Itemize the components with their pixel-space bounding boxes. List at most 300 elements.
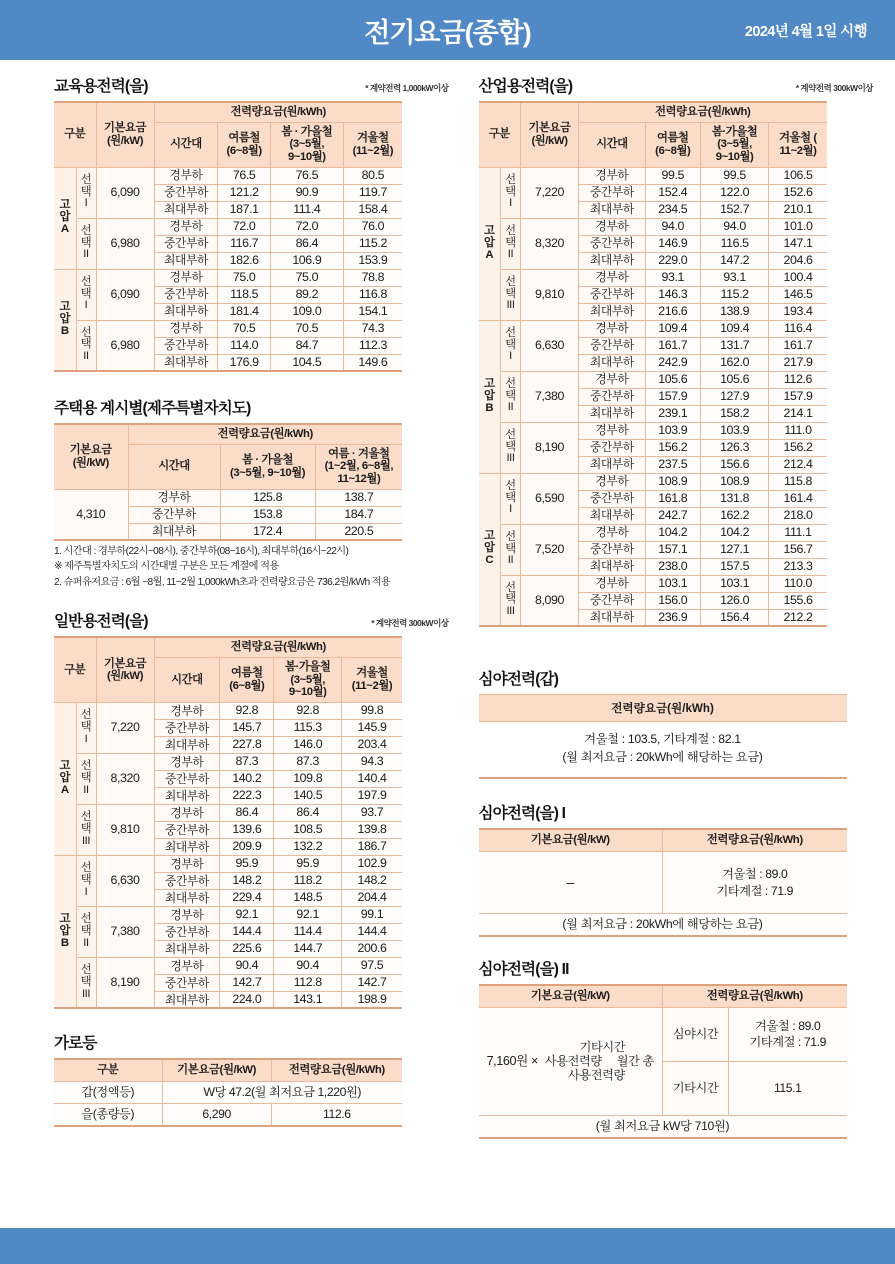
rate-summer: 156.2 bbox=[645, 439, 700, 456]
rate-spring-fall: 127.1 bbox=[700, 541, 769, 558]
tod-label: 중간부하 bbox=[579, 592, 646, 609]
rate-winter: 111.0 bbox=[769, 422, 827, 439]
th-base bbox=[96, 637, 154, 702]
tod-label: 최대부하 bbox=[579, 405, 646, 422]
option-class: 선 택 III bbox=[76, 804, 96, 855]
base-fee: 8,090 bbox=[521, 575, 579, 626]
tod-label: 최대부하 bbox=[154, 787, 220, 804]
tod-label: 경부하 bbox=[128, 489, 220, 506]
tod-label: 중간부하 bbox=[579, 337, 646, 354]
th-base bbox=[96, 102, 154, 167]
rate-summer-winter: 138.7 bbox=[315, 489, 402, 506]
rate-spring-fall: 172.4 bbox=[220, 523, 315, 540]
option-class: 선 택 II bbox=[501, 371, 521, 422]
rate-summer: 104.2 bbox=[645, 524, 700, 541]
tod-label: 최대부하 bbox=[154, 838, 220, 855]
tod-label: 중간부하 bbox=[154, 184, 218, 201]
rate-summer-winter: 184.7 bbox=[315, 506, 402, 523]
streetlight-tbody bbox=[54, 1082, 402, 1126]
midnight-gap-title: 심야전력(갑) bbox=[478, 671, 559, 689]
midnight-gap-rates: 겨울철 : 103.5, 기타계절 : 82.1 bbox=[584, 732, 741, 747]
rate-winter: 76.0 bbox=[343, 218, 402, 235]
rate-spring-fall: 105.6 bbox=[700, 371, 769, 388]
rate-winter: 116.8 bbox=[343, 286, 402, 303]
option-class: 선 택 III bbox=[76, 957, 96, 1008]
streetlight-merged-value: W당 47.2(월 최저요금 1,220원) bbox=[162, 1082, 402, 1104]
general-heading bbox=[54, 609, 449, 631]
base-fee: 6,590 bbox=[521, 473, 579, 524]
tod-label: 경부하 bbox=[579, 524, 646, 541]
rate-summer: 229.0 bbox=[645, 252, 700, 269]
rate-spring-fall: 70.5 bbox=[270, 320, 343, 337]
rate-winter: 106.5 bbox=[769, 167, 827, 184]
rate-summer: 242.7 bbox=[645, 507, 700, 524]
rate-summer: 93.1 bbox=[645, 269, 700, 286]
midnight-gap-heading bbox=[479, 667, 874, 689]
rate-spring-fall: 118.2 bbox=[274, 872, 342, 889]
rate-winter: 145.9 bbox=[342, 719, 402, 736]
education-table bbox=[54, 101, 402, 372]
rate-summer: 99.5 bbox=[645, 167, 700, 184]
rate-summer: 75.0 bbox=[218, 269, 270, 286]
base-fee: 6,630 bbox=[96, 855, 154, 906]
page-body bbox=[0, 60, 895, 1145]
rate-spring-fall: 143.1 bbox=[274, 991, 342, 1008]
th-base-line2: (원/kW) bbox=[72, 456, 109, 469]
rate-spring-fall: 109.8 bbox=[274, 770, 342, 787]
tod-label: 경부하 bbox=[154, 855, 220, 872]
rate-winter: 99.1 bbox=[342, 906, 402, 923]
base-fee: 7,220 bbox=[521, 167, 579, 218]
midnight-gap-body bbox=[479, 722, 847, 779]
option-class: 선 택 I bbox=[501, 167, 521, 218]
rate-summer: 139.6 bbox=[220, 821, 274, 838]
rate-spring-fall: 147.2 bbox=[700, 252, 769, 269]
tod-label: 최대부하 bbox=[579, 558, 646, 575]
voltage-class: 고 압 C bbox=[479, 473, 501, 626]
rate-spring-fall: 92.8 bbox=[274, 702, 342, 719]
table-header-row bbox=[54, 424, 402, 444]
rate-winter: 119.7 bbox=[343, 184, 402, 201]
rate-summer: 161.7 bbox=[645, 337, 700, 354]
rate-spring-fall: 111.4 bbox=[270, 201, 343, 218]
th-base-line1: 기본요금 bbox=[528, 122, 571, 135]
left-column bbox=[54, 74, 449, 1145]
general-tbody bbox=[54, 702, 402, 1008]
residential-heading bbox=[54, 396, 449, 418]
table-row bbox=[479, 320, 827, 337]
table-row bbox=[54, 957, 402, 974]
rate-spring-fall: 146.0 bbox=[274, 736, 342, 753]
rate-summer: 95.9 bbox=[220, 855, 274, 872]
rate-summer: 92.1 bbox=[220, 906, 274, 923]
base-fee: 7,220 bbox=[96, 702, 154, 753]
residential-thead bbox=[54, 424, 402, 489]
midnight-eul1-heading bbox=[479, 801, 874, 823]
rate-spring-fall: 90.4 bbox=[274, 957, 342, 974]
voltage-class: 고 압 B bbox=[54, 855, 76, 1008]
rate-spring-fall: 156.4 bbox=[700, 609, 769, 626]
rate-spring-fall: 116.5 bbox=[700, 235, 769, 252]
streetlight-energy: 112.6 bbox=[271, 1104, 402, 1126]
rate-spring-fall: 92.1 bbox=[274, 906, 342, 923]
table-row bbox=[479, 524, 827, 541]
rate-winter: 112.3 bbox=[343, 337, 402, 354]
education-tbody bbox=[54, 167, 402, 371]
formula-row bbox=[481, 1040, 661, 1082]
rate-summer: 237.5 bbox=[645, 456, 700, 473]
section-midnight-eul-2 bbox=[479, 957, 874, 1139]
rate-summer: 156.0 bbox=[645, 592, 700, 609]
tod-label: 최대부하 bbox=[154, 940, 220, 957]
table-row bbox=[479, 167, 827, 184]
th-base bbox=[54, 424, 128, 489]
rate-summer: 105.6 bbox=[645, 371, 700, 388]
season-label: 여름철 bbox=[228, 131, 260, 144]
midnight-eul2-heading bbox=[479, 957, 874, 979]
streetlight-type-a: 갑(정액등) bbox=[54, 1082, 162, 1104]
rate-winter: 115.8 bbox=[769, 473, 827, 490]
rate-summer: 103.1 bbox=[645, 575, 700, 592]
table-row bbox=[479, 852, 847, 914]
tod-label: 경부하 bbox=[154, 269, 218, 286]
option-class: 선 택 III bbox=[501, 269, 521, 320]
base-fee: 8,320 bbox=[96, 753, 154, 804]
th-base-line2: (원/kW) bbox=[106, 670, 144, 683]
rate-spring-fall: 140.5 bbox=[274, 787, 342, 804]
rate-winter: 156.7 bbox=[769, 541, 827, 558]
rate-winter: 142.7 bbox=[342, 974, 402, 991]
rate-spring-fall: 108.9 bbox=[700, 473, 769, 490]
table-row bbox=[54, 855, 402, 872]
rate-summer: 76.5 bbox=[218, 167, 270, 184]
option-class: 선 택 I bbox=[76, 855, 96, 906]
option-class: 선 택 I bbox=[501, 473, 521, 524]
education-heading bbox=[54, 74, 449, 96]
base-fee: 7,380 bbox=[96, 906, 154, 957]
midnight-eul2-thead bbox=[479, 985, 847, 1007]
rate-winter: 193.4 bbox=[769, 303, 827, 320]
section-industrial bbox=[479, 74, 874, 627]
th-energy: 전력량요금(원/kWh) bbox=[663, 985, 847, 1007]
general-title: 일반용전력(을) bbox=[54, 613, 148, 631]
rate-winter: 200.6 bbox=[342, 940, 402, 957]
table-row bbox=[479, 575, 827, 592]
rate-spring-fall: 99.5 bbox=[700, 167, 769, 184]
rate-winter: 158.4 bbox=[343, 201, 402, 218]
rate-winter: 210.1 bbox=[769, 201, 827, 218]
midnight-gap-box bbox=[479, 694, 847, 779]
rate-spring-fall: 114.4 bbox=[274, 923, 342, 940]
rate-winter: 78.8 bbox=[343, 269, 402, 286]
section-midnight-gap bbox=[479, 667, 874, 779]
th-gubun: 구분 bbox=[54, 102, 96, 167]
rate-summer: 94.0 bbox=[645, 218, 700, 235]
option-class: 선 택 II bbox=[76, 218, 96, 269]
season-label: 봄·가을철 bbox=[284, 661, 331, 674]
season-label: 겨울철 bbox=[357, 131, 389, 144]
denominator-line1: 월간 총 bbox=[616, 1054, 654, 1069]
residential-title: 주택용 계시별(제주특별자치도) bbox=[54, 400, 251, 418]
rate-spring-fall: 87.3 bbox=[274, 753, 342, 770]
rate-summer: 140.2 bbox=[220, 770, 274, 787]
industrial-heading bbox=[479, 74, 874, 96]
rate-summer: 109.4 bbox=[645, 320, 700, 337]
rate-summer: 216.6 bbox=[645, 303, 700, 320]
th-season-spring bbox=[220, 444, 315, 489]
tod-label: 최대부하 bbox=[154, 736, 220, 753]
voltage-class: 고 압 A bbox=[54, 167, 76, 269]
rate-winter: 161.7 bbox=[769, 337, 827, 354]
table-header-row bbox=[479, 102, 827, 122]
footnote: ※ 제주특별자치도의 시간대별 구분은 모든 계절에 적용 bbox=[54, 561, 279, 573]
rate-spring-fall: 115.2 bbox=[700, 286, 769, 303]
general-note: * 계약전력 300kW이상 bbox=[371, 618, 449, 629]
table-row bbox=[54, 167, 402, 184]
th-energy: 전력량요금(원/kWh) bbox=[663, 829, 847, 851]
rate-winter: 149.6 bbox=[343, 354, 402, 371]
rate-winter: 203.4 bbox=[342, 736, 402, 753]
industrial-thead bbox=[479, 102, 827, 167]
th-base-line1: 기본요금 bbox=[69, 444, 112, 457]
rate-winter: 94.3 bbox=[342, 753, 402, 770]
season-range2: 9~10월) bbox=[287, 150, 326, 163]
rate-winter: 157.9 bbox=[769, 388, 827, 405]
tod-label: 중간부하 bbox=[154, 337, 218, 354]
rate-spring-fall: 157.5 bbox=[700, 558, 769, 575]
option-class: 선 택 III bbox=[501, 575, 521, 626]
table-row bbox=[54, 320, 402, 337]
option-class: 선 택 II bbox=[76, 320, 96, 371]
voltage-class: 고 압 B bbox=[54, 269, 76, 371]
rate-summer: 225.6 bbox=[220, 940, 274, 957]
rate-spring-fall: 131.7 bbox=[700, 337, 769, 354]
rate-summer: 72.0 bbox=[218, 218, 270, 235]
rate-winter: 156.2 bbox=[769, 439, 827, 456]
industrial-title: 산업용전력(을) bbox=[478, 78, 573, 95]
table-row bbox=[54, 906, 402, 923]
th-base-line1: 기본요금 bbox=[103, 657, 147, 670]
season-range2: 11~12월) bbox=[337, 472, 381, 485]
season-label: 여름철 bbox=[231, 667, 263, 680]
streetlight-base: 6,290 bbox=[162, 1104, 271, 1126]
rate-winter: 74.3 bbox=[343, 320, 402, 337]
th-energy: 전력량요금(원/kWh) bbox=[128, 424, 402, 444]
rate-winter: 140.4 bbox=[342, 770, 402, 787]
section-education bbox=[54, 74, 449, 372]
th-base: 기본요금(원/kW) bbox=[479, 829, 663, 851]
rate-spring-fall: 109.0 bbox=[270, 303, 343, 320]
rate-summer: 87.3 bbox=[220, 753, 274, 770]
rate-spring-fall: 132.2 bbox=[274, 838, 342, 855]
rate-winter: 204.4 bbox=[342, 889, 402, 906]
rate-winter: 110.0 bbox=[769, 575, 827, 592]
tod-label: 중간부하 bbox=[128, 506, 220, 523]
table-row bbox=[479, 473, 827, 490]
rate-winter: 112.6 bbox=[769, 371, 827, 388]
base-fee: 6,090 bbox=[96, 167, 154, 218]
tod-label: 중간부하 bbox=[154, 286, 218, 303]
rate-summer: 181.4 bbox=[218, 303, 270, 320]
footer-bar bbox=[0, 1228, 895, 1264]
streetlight-title: 가로등 bbox=[54, 1035, 97, 1053]
rate-winter: 155.6 bbox=[769, 592, 827, 609]
tod-label: 최대부하 bbox=[579, 354, 646, 371]
rate-summer: 144.4 bbox=[220, 923, 274, 940]
rate-spring-fall: 162.2 bbox=[700, 507, 769, 524]
season-range2: 9~10월) bbox=[715, 150, 754, 163]
tod-label: 중간부하 bbox=[154, 770, 220, 787]
rate-summer: 142.7 bbox=[220, 974, 274, 991]
rate-winter: 153.9 bbox=[343, 252, 402, 269]
rate-summer: 182.6 bbox=[218, 252, 270, 269]
rate-spring-fall: 152.7 bbox=[700, 201, 769, 218]
th-season-summer bbox=[220, 658, 274, 703]
rate-summer: 242.9 bbox=[645, 354, 700, 371]
rate-summer: 114.0 bbox=[218, 337, 270, 354]
option-class: 선 택 II bbox=[501, 218, 521, 269]
rate-summer: 148.2 bbox=[220, 872, 274, 889]
rate-spring-fall: 138.9 bbox=[700, 303, 769, 320]
season-label: 겨울철 bbox=[356, 667, 388, 680]
rate-spring-fall: 115.3 bbox=[274, 719, 342, 736]
tod-label: 중간부하 bbox=[579, 286, 646, 303]
th-season-spring bbox=[270, 122, 343, 167]
rate-spring-fall: 126.0 bbox=[700, 592, 769, 609]
th-base: 기본요금(원/kW) bbox=[479, 985, 663, 1007]
th-season-spring bbox=[700, 122, 769, 167]
midnight-gap-minfee: (월 최저요금 : 20kWh에 해당하는 요금) bbox=[562, 749, 763, 764]
rate-winter: 100.4 bbox=[769, 269, 827, 286]
tod-label: 경부하 bbox=[579, 218, 646, 235]
rate-summer: 86.4 bbox=[220, 804, 274, 821]
midnight-eul2-minfee: (월 최저요금 kW당 710원) bbox=[479, 1115, 847, 1137]
right-column bbox=[479, 74, 874, 1145]
rate-winter: 139.8 bbox=[342, 821, 402, 838]
rate-summer: 157.9 bbox=[645, 388, 700, 405]
midnight-eul2-title: 심야전력(을) II bbox=[478, 961, 569, 979]
option-class: 선 택 I bbox=[501, 320, 521, 371]
rate-spring-fall: 104.2 bbox=[700, 524, 769, 541]
formula-fraction bbox=[545, 1040, 654, 1082]
tod-label: 중간부하 bbox=[579, 184, 646, 201]
rate-spring-fall: 126.3 bbox=[700, 439, 769, 456]
rate-winter: 212.2 bbox=[769, 609, 827, 626]
voltage-class: 고 압 A bbox=[479, 167, 501, 320]
page-header bbox=[0, 0, 895, 60]
tod-label: 최대부하 bbox=[154, 889, 220, 906]
base-fee: 7,380 bbox=[521, 371, 579, 422]
table-header-row bbox=[54, 102, 402, 122]
rate-summer: 161.8 bbox=[645, 490, 700, 507]
season-range: (6~8월) bbox=[226, 144, 262, 157]
rate-spring-fall: 162.0 bbox=[700, 354, 769, 371]
rate-spring-fall: 89.2 bbox=[270, 286, 343, 303]
season-label: 겨울철 ( bbox=[779, 131, 817, 144]
general-thead bbox=[54, 637, 402, 702]
season-label: 여름 · 겨울철 bbox=[328, 447, 390, 460]
th-gubun: 구분 bbox=[54, 1059, 162, 1081]
tod-label: 경부하 bbox=[154, 218, 218, 235]
th-energy: 전력량요금(원/kWh) bbox=[271, 1059, 402, 1081]
rate-summer: 176.9 bbox=[218, 354, 270, 371]
rate-spring-fall: 158.2 bbox=[700, 405, 769, 422]
tod-label: 경부하 bbox=[579, 575, 646, 592]
midnight-gap-band: 전력량요금(원/kWh) bbox=[479, 694, 847, 722]
residential-notes bbox=[54, 546, 402, 589]
base-fee: 9,810 bbox=[96, 804, 154, 855]
general-table bbox=[54, 636, 402, 1009]
season-range: (11~2월) bbox=[352, 144, 394, 157]
tod-label: 최대부하 bbox=[579, 252, 646, 269]
tod-label: 최대부하 bbox=[579, 456, 646, 473]
tod-label: 중간부하 bbox=[154, 974, 220, 991]
denominator-line2: 사용전력량 bbox=[567, 1068, 625, 1083]
option-class: 선 택 I bbox=[76, 702, 96, 753]
rate-winter: 146.5 bbox=[769, 286, 827, 303]
season-range: 11~2월) bbox=[779, 144, 817, 157]
rate-spring-fall: 153.8 bbox=[220, 506, 315, 523]
midnight-eul2-row1-value bbox=[729, 1007, 847, 1061]
base-fee: 9,810 bbox=[521, 269, 579, 320]
tod-label: 최대부하 bbox=[579, 507, 646, 524]
rate-winter: 186.7 bbox=[342, 838, 402, 855]
table-row bbox=[479, 914, 847, 936]
rate-summer: 146.9 bbox=[645, 235, 700, 252]
rate-summer: 234.5 bbox=[645, 201, 700, 218]
table-row bbox=[54, 1082, 402, 1104]
season-range: (3~5월, bbox=[289, 138, 325, 151]
tod-label: 경부하 bbox=[579, 473, 646, 490]
th-base-line2: (원/kW) bbox=[106, 134, 144, 147]
table-header-row bbox=[479, 985, 847, 1007]
rate-winter: 97.5 bbox=[342, 957, 402, 974]
base-fee: 6,630 bbox=[521, 320, 579, 371]
streetlight-thead bbox=[54, 1059, 402, 1081]
rate-summer: 70.5 bbox=[218, 320, 270, 337]
th-tod: 시간대 bbox=[128, 444, 220, 489]
rate-winter: 161.4 bbox=[769, 490, 827, 507]
voltage-class: 고 압 B bbox=[479, 320, 501, 473]
rate-winter: 144.4 bbox=[342, 923, 402, 940]
table-row bbox=[479, 1115, 847, 1137]
tod-label: 중간부하 bbox=[154, 235, 218, 252]
tod-label: 경부하 bbox=[579, 269, 646, 286]
rate-summer: 238.0 bbox=[645, 558, 700, 575]
tod-label: 경부하 bbox=[579, 422, 646, 439]
rate-winter: 147.1 bbox=[769, 235, 827, 252]
midnight-eul1-minfee: (월 최저요금 : 20kWh에 해당하는 요금) bbox=[479, 914, 847, 936]
rate-spring-fall: 76.5 bbox=[270, 167, 343, 184]
tod-label: 최대부하 bbox=[154, 991, 220, 1008]
table-row bbox=[479, 371, 827, 388]
rate-summer: 227.8 bbox=[220, 736, 274, 753]
tod-label: 경부하 bbox=[154, 167, 218, 184]
rate-spring-fall: 106.9 bbox=[270, 252, 343, 269]
midnight-eul2-winter: 겨울철 : 89.0 bbox=[755, 1018, 821, 1033]
section-streetlight bbox=[54, 1031, 449, 1126]
rate-summer: 108.9 bbox=[645, 473, 700, 490]
th-season-winter bbox=[343, 122, 402, 167]
tod-label: 경부하 bbox=[154, 906, 220, 923]
season-label: 봄 · 가을철 bbox=[281, 125, 333, 138]
base-fee: 7,520 bbox=[521, 524, 579, 575]
rate-spring-fall: 148.5 bbox=[274, 889, 342, 906]
rate-summer: 157.1 bbox=[645, 541, 700, 558]
midnight-eul2-tbody bbox=[479, 1007, 847, 1137]
season-range: (1~2월, 6~8월, bbox=[324, 460, 394, 473]
tod-label: 최대부하 bbox=[154, 201, 218, 218]
